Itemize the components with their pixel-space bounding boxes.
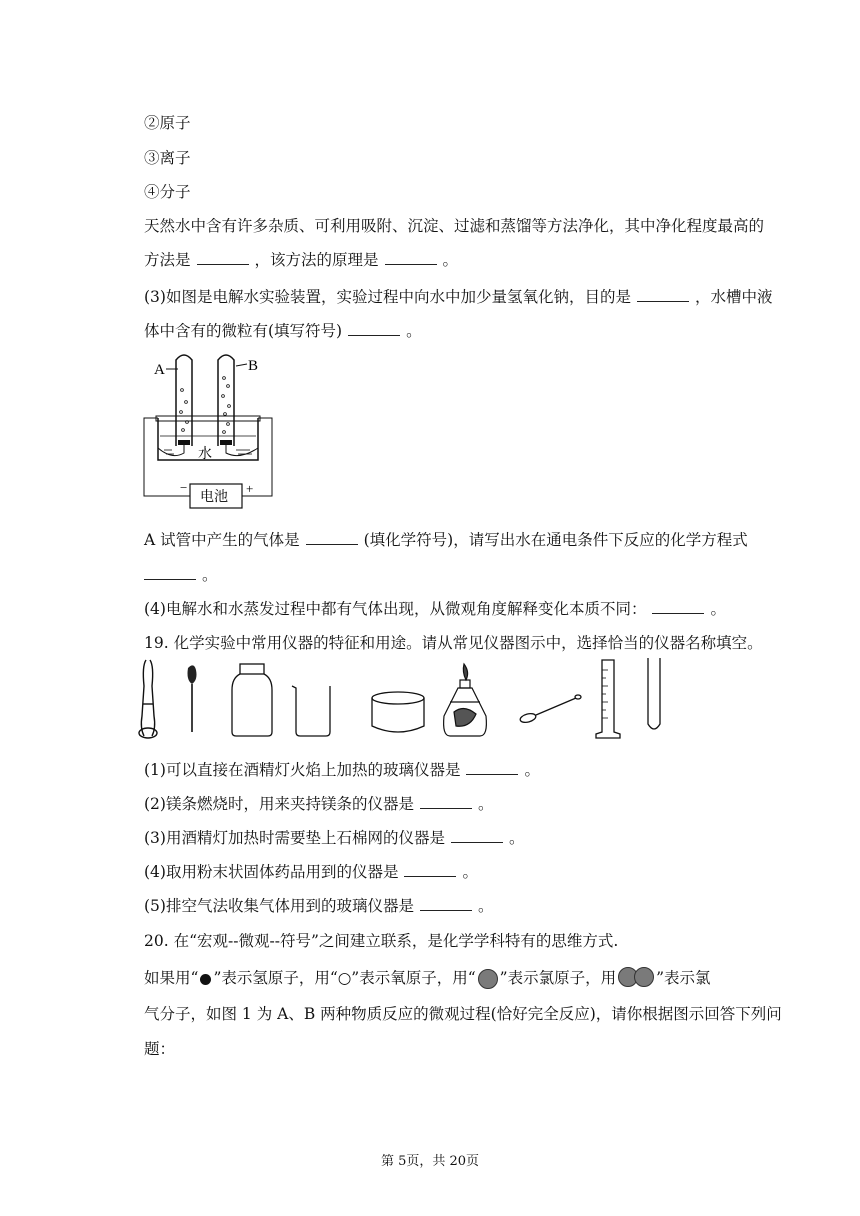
- option-molecule: ④分子: [144, 183, 191, 201]
- water-label: 水: [198, 447, 212, 462]
- q19-item-end: 。: [477, 897, 494, 915]
- page-footer: 第 5页，共 20页: [380, 1154, 480, 1169]
- wide-mouth-bottle-icon: [232, 664, 272, 736]
- answer-blank[interactable]: [420, 909, 472, 911]
- electrode-left: [178, 440, 190, 445]
- q18-p4-text-b: 。: [710, 600, 726, 618]
- q18-p3-line4: [144, 563, 218, 585]
- q20-line3: 题：: [144, 1040, 176, 1058]
- q19-item-end: 。: [477, 795, 494, 813]
- chlorine-molecule-icon: [618, 967, 654, 991]
- chlorine-atom-icon: [478, 969, 498, 989]
- crucible-tongs-icon: [139, 660, 157, 738]
- answer-blank[interactable]: [306, 543, 358, 545]
- answer-blank[interactable]: [652, 612, 704, 614]
- q19-item-text: (5)排空气法收集气体用到的玻璃仪器是: [144, 897, 414, 915]
- crystallizing-dish-icon: [372, 692, 424, 732]
- answer-blank[interactable]: [451, 841, 503, 843]
- instruments-figure: [136, 656, 696, 746]
- answer-blank[interactable]: [385, 263, 437, 265]
- q20-line2: 气分子，如图 1 为 A、B 两种物质反应的微观过程(恰好完全反应)，请你根据图示回答下列问: [144, 1005, 782, 1023]
- q19-item-end: 。: [508, 829, 525, 847]
- q19-item-text: (2)镁条燃烧时，用来夹持镁条的仪器是: [144, 795, 414, 813]
- q18-p3-line3: [144, 528, 748, 550]
- q19-item-4: [144, 860, 478, 882]
- q18-p2-text-c: 。: [442, 251, 459, 269]
- q18-p2-text-a: 方法是: [144, 251, 191, 269]
- q19-item-text: (1)可以直接在酒精灯火焰上加热的玻璃仪器是: [144, 761, 461, 779]
- q18-p2-text-b: ，该方法的原理是: [254, 251, 379, 269]
- q18-p2-line2: [144, 248, 458, 270]
- answer-blank[interactable]: [197, 263, 249, 265]
- hydrogen-atom-icon: [200, 974, 211, 985]
- battery-plus: +: [246, 481, 254, 496]
- q19-item-3: [144, 826, 524, 848]
- q18-p3-text-a: (3)如图是电解水实验装置，实验过程中向水中加少量氢氧化钠，目的是: [144, 288, 631, 306]
- answer-blank[interactable]: [466, 773, 518, 775]
- graduated-cylinder-icon: [596, 660, 620, 738]
- answer-blank[interactable]: [420, 807, 472, 809]
- test-tube-icon: [648, 658, 660, 729]
- tube-b-label: B: [248, 358, 259, 374]
- q18-p4: [144, 597, 726, 619]
- beaker-icon: [292, 686, 330, 736]
- q20-text-a: 如果用“: [144, 969, 199, 987]
- test-tube-brush-icon: [188, 665, 197, 732]
- q20-text-b: ”表示氢原子，用“○”表示氧原子，用“: [213, 969, 476, 987]
- q18-p4-text-a: (4)电解水和水蒸发过程中都有气体出现，从微观角度解释变化本质不同：: [144, 600, 647, 618]
- test-tube-a: [176, 355, 192, 446]
- q20-stem: 20. 在“宏观--微观--符号”之间建立联系，是化学学科特有的思维方式.: [144, 932, 619, 950]
- option-ion: ③离子: [144, 149, 191, 167]
- q18-p3-text-g: 。: [202, 566, 218, 584]
- q19-item-end: 。: [524, 761, 540, 779]
- q18-p3-text-d: 。: [406, 322, 422, 340]
- answer-blank[interactable]: [144, 578, 196, 580]
- alcohol-lamp-icon: [444, 664, 487, 736]
- q19-item-end: 。: [462, 863, 478, 881]
- q19-item-2: [144, 792, 493, 814]
- q19-stem: 19. 化学实验中常用仪器的特征和用途。请从常见仪器图示中，选择恰当的仪器名称填空。: [144, 634, 763, 652]
- q18-p3-line1: [144, 285, 772, 307]
- q19-item-text: (4)取用粉末状固体药品用到的仪器是: [144, 863, 399, 881]
- q18-p3-text-f: (填化学符号)，请写出水在通电条件下反应的化学方程式: [363, 531, 748, 549]
- option-atom: ②原子: [144, 114, 191, 132]
- electrolysis-figure: [140, 350, 290, 510]
- q18-p3-text-c: 体中含有的微粒有(填写符号): [144, 322, 343, 340]
- q20-text-d: ”表示氯: [656, 969, 711, 987]
- q18-p2-line1: 天然水中含有许多杂质、可利用吸附、沉淀、过滤和蒸馏等方法净化，其中净化程度最高的: [144, 217, 765, 235]
- answer-blank[interactable]: [637, 300, 689, 302]
- q19-item-text: (3)用酒精灯加热时需要垫上石棉网的仪器是: [144, 829, 445, 847]
- battery-minus: −: [180, 480, 188, 495]
- answer-blank[interactable]: [348, 334, 400, 336]
- battery-label: 电池: [200, 490, 228, 505]
- tube-a-label: A: [154, 362, 165, 378]
- medicine-spoon-icon: [519, 695, 581, 724]
- q20-legend-line: [144, 966, 711, 991]
- q19-item-1: [144, 758, 540, 780]
- q19-item-5: [144, 894, 493, 916]
- q20-text-c: ”表示氯原子，用: [499, 969, 617, 987]
- q18-p3-line2: [144, 319, 422, 341]
- q18-p3-text-b: ，水槽中液: [694, 288, 773, 306]
- q18-p3-text-e: A 试管中产生的气体是: [144, 531, 300, 549]
- test-tube-b: [218, 355, 234, 446]
- electrode-right: [220, 440, 232, 445]
- answer-blank[interactable]: [404, 875, 456, 877]
